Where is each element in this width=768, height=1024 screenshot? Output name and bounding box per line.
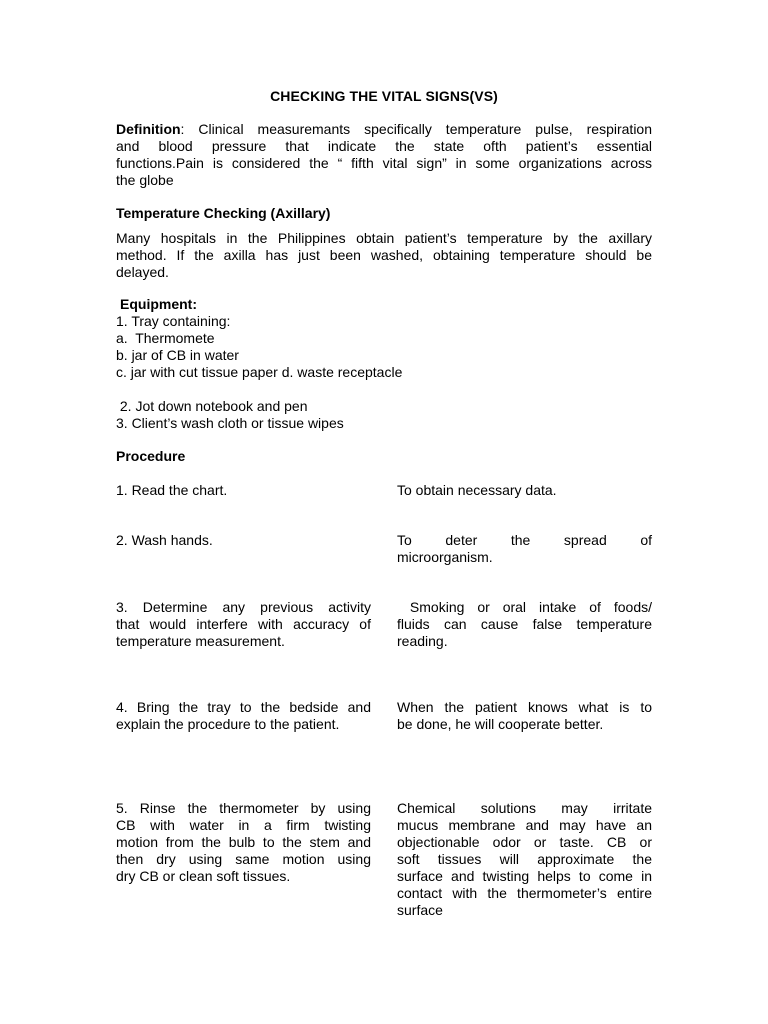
equipment-item: 2. Jot down notebook and pen [116,398,308,414]
definition-line: the globe [116,172,174,188]
definition-line: Definition: Clinical measuremants specifically temperature pulse, respiration [116,121,652,137]
procedure-step-rationale: Chemical solutions may irritate mucus membrane and may have an objectionable odor or taste. CB or soft tissues will approximate the surface and twisting helps to come in contact with the thermometer’s entire surface [397,800,652,918]
procedure-step-rationale: When the patient knows what is to be done, he will cooperate better. [397,699,652,732]
procedure-step-action: 5. Rinse the thermometer by using CB with water in a firm twisting motion from the bulb to the stem and then dry using same motion using dry CB or clean soft tissues. [116,800,371,884]
equipment-section [116,296,652,381]
equipment-item: c. jar with cut tissue paper d. waste receptacle [116,364,403,380]
procedure-step-action: 3. Determine any previous activity that would interfere with accuracy of temperature measurement. [116,599,371,649]
procedure-step-rationale: To obtain necessary data. [397,482,557,498]
temperature-paragraph [116,230,652,281]
equipment-item: b. jar of CB in water [116,347,239,363]
procedure-step-action: 2. Wash hands. [116,532,213,548]
definition-label: Definition [116,121,181,137]
temperature-line: Many hospitals in the Philippines obtain patient’s temperature by the axillary [116,230,652,246]
temperature-heading: Temperature Checking (Axillary) [116,205,331,221]
definition-line: and blood pressure that indicate the state ofth patient’s essential [116,138,652,154]
procedure-step-rationale: To deter the spread of microorganism. [397,532,652,565]
page-title: CHECKING THE VITAL SIGNS(VS) [270,88,498,104]
procedure-step-action: 4. Bring the tray to the bedside and explain the procedure to the patient. [116,699,371,732]
procedure-step-action: 1. Read the chart. [116,482,228,498]
equipment-section-2 [116,398,652,432]
definition-paragraph [116,121,652,189]
equipment-heading: Equipment: [120,296,197,312]
temperature-line: method. If the axilla has just been washed, obtaining temperature should be [116,247,652,263]
equipment-item: 3. Client’s wash cloth or tissue wipes [116,415,344,431]
definition-line: functions.Pain is considered the “ fifth vital sign” in some organizations across [116,155,652,171]
procedure-heading: Procedure [116,448,186,464]
temperature-line: delayed. [116,264,169,280]
equipment-item: 1. Tray containing: [116,313,231,329]
procedure-step-rationale: Smoking or oral intake of foods/ fluids can cause false temperature reading. [397,599,652,649]
equipment-item: a. Thermomete [116,330,215,346]
